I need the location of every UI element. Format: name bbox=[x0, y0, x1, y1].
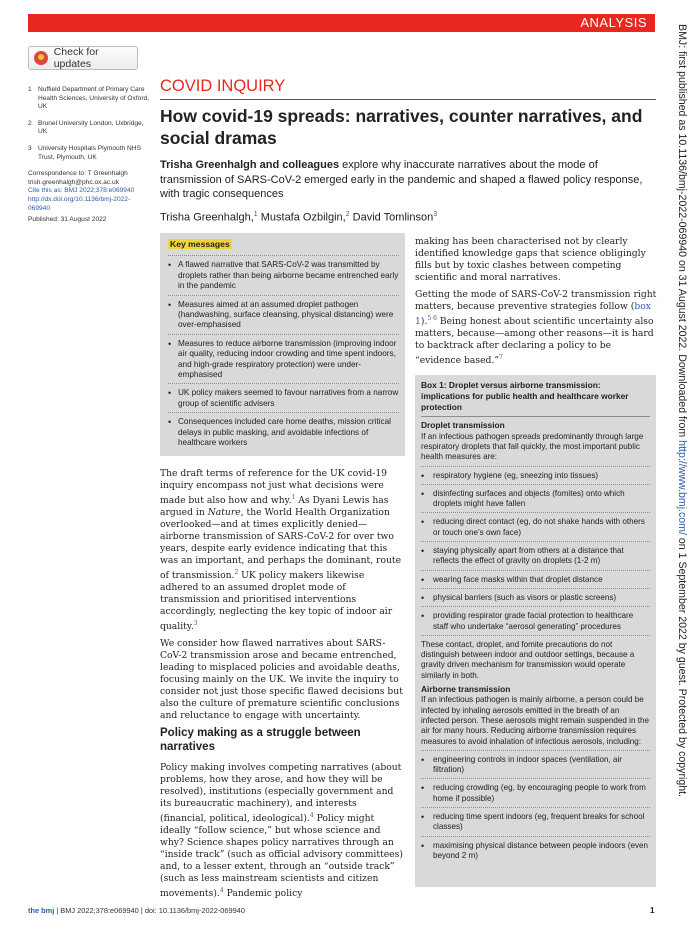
key-message-item bbox=[168, 383, 399, 412]
bullet-icon: • bbox=[168, 417, 172, 428]
author-name: Mustafa Ozbilgin, bbox=[257, 211, 346, 224]
key-messages-heading: Key messages bbox=[170, 239, 230, 249]
page-number: 1 bbox=[650, 906, 655, 915]
reference-link[interactable]: 3 bbox=[193, 620, 198, 628]
affiliation-number: 1 bbox=[28, 86, 32, 93]
key-message-text: Consequences included care home deaths, mission critical delays in public masking, and avoidable infections of healthcare workers bbox=[178, 417, 391, 448]
box-1-droplet-vs-airborne bbox=[415, 375, 656, 887]
body-paragraph: making has been characterised not by clearly identified knowledge gaps that science obligingly fills but by toxic clashes between competing scientific and moral narratives. bbox=[415, 236, 646, 283]
check-for-updates-button[interactable] bbox=[28, 46, 138, 70]
key-message-item bbox=[168, 412, 399, 451]
box-paragraph: These contact, droplet, and fomite precautions do not distinguish between indoor and outdoor settings, because a gravity driven mechanism for transmission would operate similarly in both. bbox=[421, 635, 650, 681]
body-paragraph: We consider how flawed narratives about SARS-CoV-2 transmission arose and became entrenched, leading to misplaced policies and avoidable deaths, focusing mainly on the UK. We invite the inquiry to consider not just those specific flawed decisions but also the culture of premature scientific conclusions and reluctance to engage with uncertainty. bbox=[160, 638, 403, 722]
bullet-icon: • bbox=[168, 299, 172, 310]
bullet-icon: • bbox=[421, 574, 425, 585]
bullet-icon: • bbox=[421, 783, 425, 794]
box-list-item: • respiratory hygiene (eg, sneezing into tissues) bbox=[421, 466, 650, 484]
body-column-left bbox=[160, 468, 404, 905]
article-title: How covid-19 spreads: narratives, counter narratives, and social dramas bbox=[160, 106, 643, 148]
key-message-text: Measures to reduce airborne transmission (improving indoor air quality, reducing indoor crowding and time spent indoors, and high-grade respiratory protection) were under-emphasised bbox=[178, 338, 397, 380]
box-list-item: • disinfecting surfaces and objects (fomites) onto which droplets might have fallen bbox=[421, 484, 650, 513]
key-message-item bbox=[168, 295, 399, 334]
bullet-icon: • bbox=[168, 260, 172, 271]
bullet-icon: • bbox=[168, 338, 172, 349]
key-message-text: UK policy makers seemed to favour narratives from a narrow group of scientific advisers bbox=[178, 388, 399, 408]
affiliation bbox=[28, 145, 152, 162]
author-affiliation-ref[interactable]: 1 bbox=[253, 211, 258, 218]
standfirst-text: explore why inaccurate narratives about the mode of transmission of SARS-CoV-2 emerged early in the pandemic and shaped a flawed policy response, with tragic consequences bbox=[160, 159, 643, 200]
bmj-website-link[interactable]: http://www.bmj.com/ bbox=[676, 440, 688, 535]
bullet-icon: • bbox=[421, 470, 425, 481]
doi-link[interactable]: http://dx.doi.org/10.1136/bmj-2022-069940 bbox=[28, 195, 131, 212]
section-label: ANALYSIS bbox=[580, 15, 647, 30]
box-title: Box 1: Droplet versus airborne transmission: implications for public health and healthcare worker protection bbox=[421, 380, 650, 417]
box-list-item: • reducing time spent indoors (eg, frequent breaks for school classes) bbox=[421, 807, 650, 836]
author-name: Trisha Greenhalgh, bbox=[160, 211, 254, 224]
key-message-item bbox=[168, 255, 399, 294]
key-messages-box bbox=[160, 233, 405, 456]
bullet-icon: • bbox=[421, 488, 425, 499]
box-list-item: • engineering controls in indoor spaces (ventilation, air filtration) bbox=[421, 750, 650, 779]
affiliation-number: 2 bbox=[28, 119, 32, 127]
reference-link[interactable]: 4 bbox=[309, 812, 314, 820]
affiliation-text: Brunel University London, Uxbridge, UK bbox=[38, 119, 144, 136]
bullet-icon: • bbox=[168, 388, 172, 399]
correspondence-email[interactable]: trish.greenhalgh@phc.ox.ac.uk bbox=[28, 178, 119, 186]
box-list-item: • providing respirator grade facial protection to healthcare staff who undertake “aerosol generating” procedures bbox=[421, 606, 650, 635]
body-column-right bbox=[415, 236, 657, 372]
bullet-icon: • bbox=[421, 592, 425, 603]
bullet-icon: • bbox=[421, 546, 425, 557]
affiliation-text: University Hospitals Plymouth NHS Trust, Plymouth, UK bbox=[38, 144, 141, 161]
reference-link[interactable]: 5 6 bbox=[427, 315, 437, 322]
article-kicker: COVID INQUIRY bbox=[160, 77, 286, 95]
box-subheading: Airborne transmission bbox=[421, 684, 511, 695]
key-message-text: A flawed narrative that SARS-CoV-2 was transmitted by droplets rather than being airborne became entrenched early in the pandemic bbox=[178, 260, 399, 291]
body-paragraph: Policy making involves competing narratives (about problems, how they arose, and how they will be resolved), institutions (especially government and its bureaucratic machinery), and interests (financial, political, ideological).$^4$ Policy might ideally “follow science,” but whose science and why? Science shapes policy narratives through an “inside track” (such as official advisory committees) and, to a lesser extent, through an “outside track” (such as less mainstream scientists and citizen movements).$^4$ Pandemic policy bbox=[160, 762, 403, 900]
title-divider bbox=[160, 99, 656, 100]
correspondence: Correspondence to: T Greenhalgh bbox=[28, 170, 128, 178]
reference-link[interactable]: 1 bbox=[291, 494, 296, 501]
bullet-icon: • bbox=[421, 517, 425, 528]
box-paragraph: If an infectious pathogen spreads predominantly through large respiratory droplets that fall quickly, the most important public health measures are: bbox=[421, 431, 644, 462]
page-footer bbox=[28, 906, 245, 915]
reference-link[interactable]: 4 bbox=[219, 887, 224, 895]
cite-as: Cite this as: BMJ 2022;378:e069940 bbox=[28, 187, 135, 195]
bullet-icon: • bbox=[421, 611, 425, 622]
box-list-item: • wearing face masks within that droplet distance bbox=[421, 570, 650, 588]
affiliation bbox=[28, 120, 152, 137]
correspondence-block bbox=[28, 170, 152, 225]
bullet-icon: • bbox=[421, 754, 425, 765]
box-list-item: • physical barriers (such as visors or plastic screens) bbox=[421, 588, 650, 606]
box-paragraph: If an infectious pathogen is mainly airborne, a person could be infected by inhaling aerosols emitted in the breath of an infected person. These aerosols might remain suspended in the air for many hours. Reducing airborne transmission requires measures to avoid inhalation of infectious aerosols, including: bbox=[421, 695, 649, 746]
box-subheading: Droplet transmission bbox=[421, 420, 505, 431]
box-reference-link[interactable]: box 1 bbox=[415, 301, 651, 328]
box-list-item: • reducing direct contact (eg, do not shake hands with others or touch one’s own face) bbox=[421, 512, 650, 541]
body-paragraph: The draft terms of reference for the UK covid-19 inquiry encompass not just what decisions were made but also how and why.$^1$ As Dyani Lewis has argued in Nature, the World Health Organization overlooked—and at times explicitly denied—airborne transmission of SARS-CoV-2 for over two years, despite early evidence indicating that this was an important, and perhaps the dominant, route of transmission.$^2$ UK policy makers likewise adhered to an assumed droplet mode of transmission and prioritised interventions accordingly, neglecting the key topic of indoor air quality.$^3$ bbox=[160, 468, 402, 633]
author-list bbox=[160, 211, 656, 224]
affiliation-number: 3 bbox=[28, 144, 32, 152]
reference-link[interactable]: 2 bbox=[234, 569, 239, 577]
bullet-icon: • bbox=[421, 812, 425, 822]
author-affiliation-ref[interactable]: 3 bbox=[433, 211, 438, 218]
section-heading: Policy making as a struggle between narratives bbox=[160, 727, 361, 753]
box-list-item: • staying physically apart from others at a distance that reflects the effect of gravity on droplets (1-2 m) bbox=[421, 541, 650, 570]
affiliation-text: Nuffield Department of Primary Care Health Sciences, University of Oxford, UK bbox=[38, 86, 150, 111]
bullet-icon: • bbox=[421, 840, 425, 851]
key-message-text: Measures aimed at an assumed droplet pathogen (handwashing, surface cleansing, physical distancing) were over-emphasised bbox=[178, 299, 394, 330]
copyright-strip: BMJ: first published as 10.1136/bmj-2022-069940 on 31 August 2022. Downloaded from http://www.bmj.com/ on 1 September 2022 by guest. Protected by copyright. bbox=[676, 24, 688, 798]
body-paragraph: Getting the mode of SARS-CoV-2 transmission right matters, because preventive strategies follow (box 1).$^{5 6}$ Being honest about scientific uncertainty also matters, because—among other reasons—it is hard to backtrack after declaring a policy to be “evidence based.”$^7$ bbox=[415, 289, 657, 367]
box-list-item: • maximising physical distance between people indoors (even beyond 2 m) bbox=[421, 836, 650, 865]
section-banner bbox=[28, 14, 655, 32]
key-message-item bbox=[168, 334, 399, 384]
check-for-updates-label: Check for updates bbox=[53, 46, 99, 70]
box-list-item: • reducing crowding (eg, by encouraging people to work from home if possible) bbox=[421, 778, 650, 807]
author-affiliation-ref[interactable]: 2 bbox=[345, 211, 350, 218]
sidebar-affiliations bbox=[28, 86, 152, 225]
standfirst-lead: Trisha Greenhalgh and colleagues bbox=[160, 159, 340, 171]
standfirst bbox=[160, 158, 656, 202]
journal-brand: the bmj bbox=[28, 906, 55, 915]
published-date: Published: 31 August 2022 bbox=[28, 216, 107, 224]
footer-citation: | BMJ 2022;378:e069940 | doi: 10.1136/bmj-2022-069940 bbox=[54, 906, 245, 915]
crossmark-icon bbox=[34, 51, 48, 65]
reference-link[interactable]: 7 bbox=[499, 354, 503, 362]
affiliation bbox=[28, 86, 152, 112]
author-name: David Tomlinson bbox=[349, 211, 434, 224]
